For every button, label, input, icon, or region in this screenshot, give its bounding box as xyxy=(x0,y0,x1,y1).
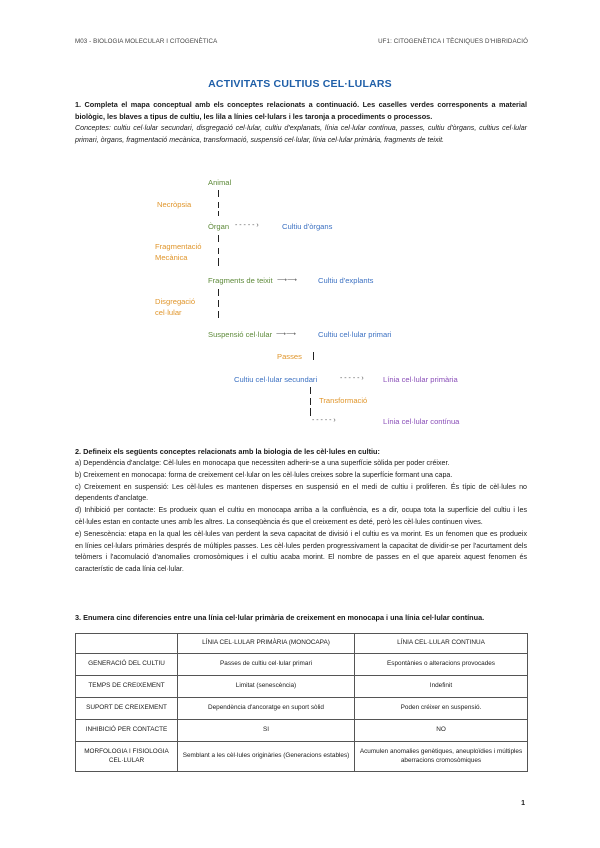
map-fragments: Fragments de teixit xyxy=(208,276,273,285)
question-1-heading: 1. Completa el mapa conceptual amb els conceptes relacionats a continuació. Les caselles verdes corresponents a material biològic, les blaves a tipus de cultiu, les lila a línies cel·lulars i les taronja a procediments o processos. xyxy=(75,100,527,121)
table-row xyxy=(76,720,528,742)
map-transformacio: Transformació xyxy=(319,396,368,405)
definition-c: c) Creixement en suspensió: Les cèl·lules es mantenen disperses en suspensió en el medi de cultiu i proliferen. És típic de cèl·lules no dependents d'anclatge. xyxy=(75,482,527,503)
table-cell: Passes de cultiu cel·lular primari xyxy=(178,654,355,676)
map-cultiu-explants: Cultiu d'explants xyxy=(318,276,374,285)
map-suspensio: Suspensió cel·lular xyxy=(208,330,273,339)
table-row xyxy=(76,698,528,720)
header-right: UF1: CITOGENÈTICA I TÈCNIQUES D'HIBRIDACIÓ xyxy=(378,38,528,45)
map-disgregacio-1: Disgregació xyxy=(155,297,196,306)
map-arrow: ⟶⟶ xyxy=(277,277,298,284)
map-cultiu-secundari: Cultiu cel·lular secundari xyxy=(234,375,318,384)
definition-d: d) Inhibició per contacte: Es produeix quan el cultiu en monocapa arriba a la confluència, es a dir, ocupa tota la superfície del cultiu i les cèl·lules estan en contacte unes amb les altres. La conseqüència és que el creixement es deté, però les cèl·lules continuen vives. xyxy=(75,506,527,526)
table-cell: Limitat (senescència) xyxy=(178,676,355,698)
map-necropsia: Necròpsia xyxy=(157,200,192,209)
map-disgregacio-2: cel·lular xyxy=(155,308,182,317)
definition-e: e) Senescència: etapa en la qual les cèl·lules van perdent la seva capacitat de divisió i el cultiu es va morint. Es un fenomen que es produeix en línies cel·lulars primàries després de múltiples passes. Les cèl·lules perden progressivament la capacitat de dividir-se per l'acurtament dels telòmers i l'acomulació d'anomalies cromosòmiques i el cultiu acaba morint. El nombre de passes en el que apareix aquest fenomen és característic de cada línia cel·lular. xyxy=(75,529,527,574)
map-connector xyxy=(310,408,311,416)
map-cultiu-primari: Cultiu cel·lular primari xyxy=(318,330,392,339)
table-cell: Acumulen anomalies genètiques, aneuploïdies i múltiples aberracions cromosòmiques xyxy=(355,742,528,772)
map-connector xyxy=(218,235,219,242)
table-cell: Semblant a les cèl·lules originàries (Generacions estables) xyxy=(178,742,355,772)
map-passes: Passes xyxy=(277,352,302,361)
table-cell: Indefinit xyxy=(355,676,528,698)
definition-b: b) Creixement en monocapa: forma de creixement cel·lular on les cèl·lules creixes sobre la superfície formant una capa. xyxy=(75,470,453,479)
question-3-heading: 3. Enumera cinc diferencies entre una línia cel·lular primària de creixement en monocapa i una línia cel·lular contínua. xyxy=(75,613,485,622)
map-animal: Animal xyxy=(208,178,232,187)
map-fragmentacio-1: Fragmentació xyxy=(155,242,202,251)
map-arrow: - - - - - › xyxy=(340,375,364,382)
table-header-cell: LÍNIA CEL·LULAR CONTINUA xyxy=(355,634,528,654)
page-title: ACTIVITATS CULTIUS CEL·LULARS xyxy=(208,78,392,90)
table-row-header: MORFOLOGIA I FISIOLOGIA CEL·LULAR xyxy=(76,742,178,772)
map-linia-primaria: Línia cel·lular primària xyxy=(383,375,458,384)
table-row xyxy=(76,676,528,698)
table-cell: NO xyxy=(355,720,528,742)
map-cultiu-organs: Cultiu d'òrgans xyxy=(282,222,333,231)
map-arrow: - - - - - › xyxy=(235,222,259,229)
table-row-header: TEMPS DE CREIXEMENT xyxy=(76,676,178,698)
table-row-header: SUPORT DE CREIXEMENT xyxy=(76,698,178,720)
map-linia-continua: Línia cel·lular contínua xyxy=(383,417,460,426)
map-arrow: ⟶⟶ xyxy=(276,331,297,338)
table-header-cell xyxy=(76,634,178,654)
question-2-heading: 2. Defineix els següents conceptes relacionats amb la biologia de les cèl·lules en cultiu: xyxy=(75,447,380,456)
map-connector xyxy=(218,211,219,216)
table-row xyxy=(76,654,528,676)
map-connector xyxy=(218,289,219,296)
comparison-table xyxy=(75,633,528,772)
table-cell: SI xyxy=(178,720,355,742)
table-row-header: INHIBICIÓ PER CONTACTE xyxy=(76,720,178,742)
table-header-row xyxy=(76,634,528,654)
table-cell: Espontànies o alteracions provocades xyxy=(355,654,528,676)
map-connector xyxy=(218,300,219,307)
header-left: M03 - BIOLOGIA MOLECULAR I CITOGENÈTICA xyxy=(75,38,218,45)
map-fragmentacio-2: Mecànica xyxy=(155,253,188,262)
table-row-header: GENERACIÓ DEL CULTIU xyxy=(76,654,178,676)
table-header-cell: LÍNIA CEL·LULAR PRIMÀRIA (MONOCAPA) xyxy=(178,634,355,654)
table-row xyxy=(76,742,528,772)
table-cell: Dependència d'ancoratge en suport sòlid xyxy=(178,698,355,720)
map-organ: Òrgan xyxy=(208,222,230,231)
map-connector xyxy=(218,202,219,208)
map-connector xyxy=(218,311,219,318)
map-connector xyxy=(310,398,311,405)
map-arrow: - - - - - › xyxy=(312,417,336,424)
page-number: 1 xyxy=(521,800,525,807)
map-connector xyxy=(218,258,219,266)
map-connector xyxy=(218,248,219,254)
map-connector xyxy=(218,190,219,197)
map-connector xyxy=(310,387,311,394)
question-2-definitions xyxy=(75,458,527,576)
map-connector xyxy=(313,352,314,360)
question-1-concepts: Conceptes: cultiu cel·lular secundari, disgregació cel·lular, cultiu d'explanats, línia cel·lular contínua, passes, cultiu d'òrgans, cultius cel·lular primari, òrgans, fragmentació mecànica, transformació, suspensió cel·lular, línia cel·lular primària, fragments de teixit. xyxy=(75,124,527,144)
table-cell: Poden créixer en suspensió. xyxy=(355,698,528,720)
definition-a: a) Dependència d'anclatge: Cèl·lules en monocapa que necessiten adherir-se a una superfície sòlida per poder créixer. xyxy=(75,459,450,467)
